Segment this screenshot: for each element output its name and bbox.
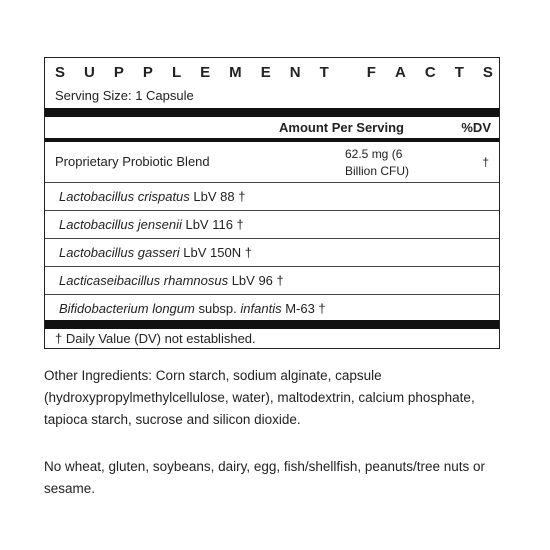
serving-size: Serving Size: 1 Capsule xyxy=(55,88,194,103)
strain-text xyxy=(59,273,284,288)
strain-subspecies: infantis xyxy=(240,301,282,316)
thick-divider-bottom xyxy=(45,320,499,329)
blend-amount-line1: 62.5 mg (6 xyxy=(345,147,403,161)
strain-code: LbV 116 † xyxy=(181,217,244,232)
blend-amount xyxy=(345,146,425,180)
strain-species: Bifidobacterium longum xyxy=(59,301,195,316)
blend-row xyxy=(45,142,499,183)
title-letter: U xyxy=(84,64,95,81)
blend-amount-line2: Billion CFU) xyxy=(345,164,410,178)
strain-text xyxy=(59,245,252,260)
strain-row xyxy=(45,211,499,239)
title-letter: T xyxy=(319,64,329,81)
other-ingredients: Other Ingredients: Corn starch, sodium alginate, capsule (hydroxypropylmethylcellulose, water), maltodextrin, calcium phosphate, tapioca starch, sucrose and silicon dioxide. xyxy=(44,368,475,427)
title-letter: P xyxy=(113,64,124,81)
title-letter: N xyxy=(289,64,301,81)
strain-code: M-63 † xyxy=(281,301,326,316)
strain-row xyxy=(45,267,499,295)
strain-text xyxy=(59,217,244,232)
strain-species: Lactobacillus jensenii xyxy=(59,217,182,232)
header-daily-value: %DV xyxy=(461,120,491,135)
title-letter: F xyxy=(366,64,376,81)
title-letter: E xyxy=(200,64,211,81)
strain-subsp: subsp. xyxy=(194,301,241,316)
strain-species: Lacticaseibacillus rhamnosus xyxy=(59,273,229,288)
title-letter: T xyxy=(454,64,464,81)
blend-dv: † xyxy=(482,155,489,169)
title-letter: E xyxy=(260,64,271,81)
title-letter: C xyxy=(424,64,436,81)
strain-code: LbV 150N † xyxy=(179,245,252,260)
allergen-statement: No wheat, gluten, soybeans, dairy, egg, fish/shellfish, peanuts/tree nuts or sesame. xyxy=(44,459,486,496)
strain-species: Lactobacillus gasseri xyxy=(59,245,180,260)
title-letter: M xyxy=(229,64,242,81)
strain-row xyxy=(45,183,499,211)
blend-name: Proprietary Probiotic Blend xyxy=(55,154,210,169)
strain-code: LbV 88 † xyxy=(189,189,246,204)
header-amount-per-serving: Amount Per Serving xyxy=(279,120,404,135)
thick-divider xyxy=(45,108,499,117)
strain-text xyxy=(59,189,245,204)
title-letter: S xyxy=(55,64,66,81)
strain-row xyxy=(45,239,499,267)
daily-value-footnote: † Daily Value (DV) not established. xyxy=(55,331,256,346)
strain-code: LbV 96 † xyxy=(228,273,284,288)
supplement-facts-panel xyxy=(44,57,500,349)
strain-row xyxy=(45,295,499,323)
title-letter: P xyxy=(142,64,153,81)
title-letter: A xyxy=(394,64,406,81)
strain-species: Lactobacillus crispatus xyxy=(59,189,190,204)
title-letter: L xyxy=(171,64,182,81)
strain-text xyxy=(59,301,326,316)
title-letter: S xyxy=(482,64,493,81)
panel-title xyxy=(55,64,493,81)
